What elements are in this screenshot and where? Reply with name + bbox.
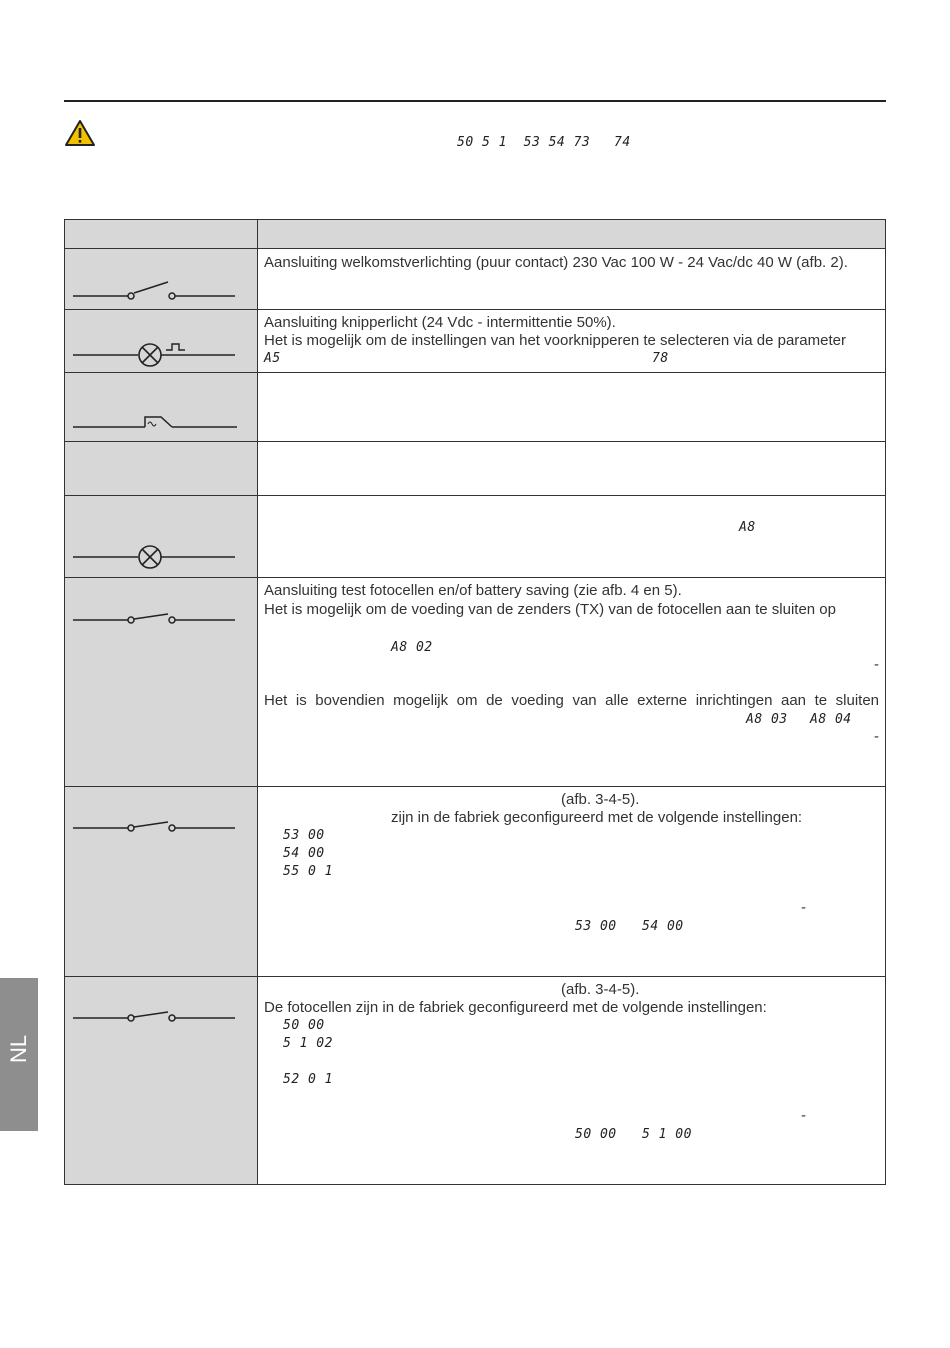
table-row: [65, 248, 885, 309]
switch-closed-icon: [65, 787, 257, 976]
flashing-lamp-icon: [65, 310, 257, 372]
row-text: De fotocellen zijn in de fabriek geconfigureerd met de volgende instellingen:: [264, 999, 767, 1016]
param-code: A8 03: [746, 712, 788, 727]
language-tab-label: NL: [6, 1034, 31, 1063]
table-row: [65, 441, 885, 495]
warning-icon: [64, 119, 96, 147]
row-text: (afb. 3-4-5).: [561, 981, 640, 998]
header-cell-right: [258, 220, 885, 248]
param-code: 78: [652, 351, 669, 366]
warning-code-2: 74: [614, 135, 631, 150]
param-code: 53 00: [283, 828, 325, 843]
row-text: Het is bovendien mogelijk om de voeding van alle externe inrichtingen aan te sluiten: [264, 692, 879, 709]
row-text: Aansluiting test fotocellen en/of battery saving (zie afb. 4 en 5).: [264, 582, 682, 599]
courtesy-light-icon: [65, 373, 257, 441]
row-text: (afb. 3-4-5).: [561, 791, 640, 808]
table-row: [65, 577, 885, 786]
param-code: A8 02: [391, 640, 433, 655]
row-text: zijn in de fabriek geconfigureerd met de volgende instellingen:: [391, 809, 803, 826]
param-code: 53 00: [575, 919, 617, 934]
switch-open-icon: [65, 249, 257, 309]
table-row: [65, 976, 885, 1184]
table-row: [65, 495, 885, 577]
dash: -: [801, 899, 806, 916]
param-code: 52 0 1: [283, 1072, 333, 1087]
param-code: 50 00: [575, 1127, 617, 1142]
param-code: A8 04: [810, 712, 852, 727]
switch-closed-icon: [65, 578, 257, 786]
switch-closed-icon: [65, 977, 257, 1184]
param-code: 54 00: [642, 919, 684, 934]
terminal-table: [64, 219, 886, 1185]
language-tab: [0, 978, 38, 1131]
header-rule: [64, 100, 886, 102]
param-code: A8: [739, 520, 756, 535]
param-code: 55 0 1: [283, 864, 333, 879]
row-text: Het is mogelijk om de voeding van de zenders (TX) van de fotocellen aan te sluiten op: [264, 601, 836, 618]
header-cell-left: [65, 220, 258, 248]
dash: -: [801, 1107, 806, 1124]
row-text: Aansluiting knipperlicht (24 Vdc - intermittentie 50%).: [264, 314, 616, 331]
table-row: [65, 372, 885, 441]
table-row: [65, 786, 885, 976]
param-code: 5 1 02: [283, 1036, 333, 1051]
param-code: 50 00: [283, 1018, 325, 1033]
row-text: Het is mogelijk om de instellingen van het voorknipperen te selecteren via de parameter: [264, 332, 846, 349]
row-text: Aansluiting welkomstverlichting (puur contact) 230 Vac 100 W - 24 Vac/dc 40 W (afb. 2).: [264, 254, 848, 271]
table-header-row: [65, 220, 885, 248]
dash: -: [874, 728, 879, 745]
warning-codes: 50 5 1 53 54 73: [457, 135, 591, 150]
lamp-icon: [65, 496, 257, 577]
dash: -: [874, 656, 879, 673]
param-code: 54 00: [283, 846, 325, 861]
param-code: 5 1 00: [642, 1127, 692, 1142]
param-code: A5: [264, 351, 281, 366]
table-row: [65, 309, 885, 372]
